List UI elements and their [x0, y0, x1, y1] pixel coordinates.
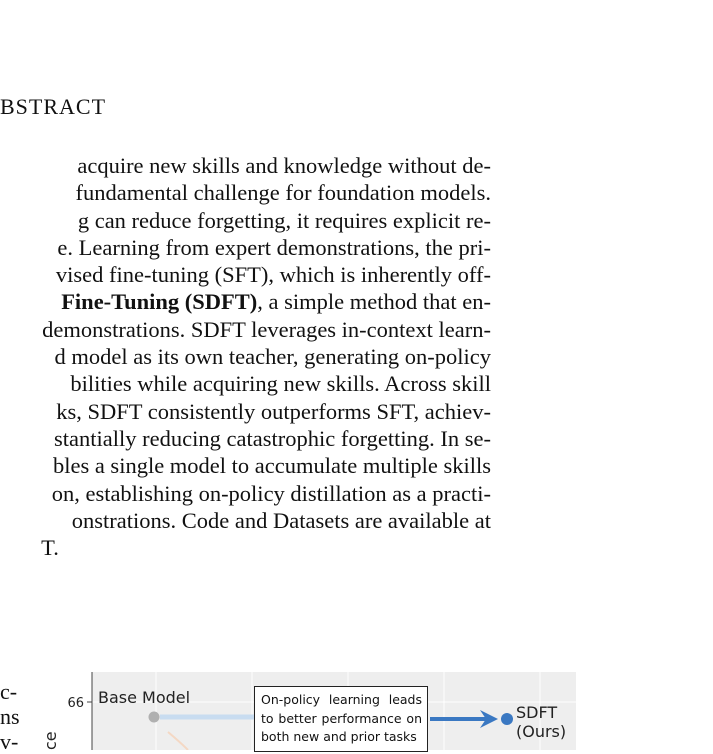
sdft-label: SDFT — [516, 703, 558, 722]
fragment-line: ns — [0, 704, 20, 729]
fragment-line: c- — [0, 679, 18, 704]
abstract-line: vised fine-tuning (SFT), which is inherently off- — [55, 262, 491, 288]
abstract-line: T. — [41, 535, 59, 561]
y-tick-label: 66 — [67, 696, 84, 711]
abstract-line: g can reduce forgetting, it requires explicit re- — [77, 207, 491, 233]
fragment-line: v- — [0, 729, 19, 754]
abstract-line: stantially reducing catastrophic forgetting. In se- — [54, 425, 491, 451]
base-model-point — [149, 712, 160, 723]
abstract-line: onstrations. Code and Datasets are available at — [71, 507, 491, 533]
method-name: Fine-Tuning (SDFT) — [61, 289, 258, 315]
sdft-label-suffix: (Ours) — [516, 722, 567, 741]
base-model-label: Base Model — [98, 688, 191, 707]
abstract-heading: BSTRACT — [0, 94, 107, 119]
y-axis-label: ce — [41, 731, 60, 750]
sdft-point — [501, 713, 513, 725]
abstract-line: d model as its own teacher, generating on-policy — [54, 344, 491, 370]
abstract-line: fundamental challenge for foundation models. — [75, 180, 491, 206]
abstract-line: acquire new skills and knowledge without de- — [77, 153, 491, 178]
left-column-fragment — [0, 679, 20, 754]
abstract-line: on, establishing on-policy distillation as a practi- — [51, 480, 491, 506]
abstract-line: ks, SDFT consistently outperforms SFT, achiev- — [56, 398, 491, 424]
abstract-line: demonstrations. SDFT leverages in-context learn- — [42, 316, 491, 342]
method-description: , a simple method that en- — [257, 289, 491, 315]
abstract-line: bilities while acquiring new skills. Across skill — [70, 371, 491, 397]
abstract-line-method — [42, 288, 491, 315]
abstract-line: bles a single model to accumulate multiple skills — [52, 453, 491, 479]
abstract-line: e. Learning from expert demonstrations, the pri- — [57, 234, 491, 260]
figure-callout: On-policy learning leads to better performance on both new and prior tasks — [254, 686, 428, 752]
abstract-body — [42, 152, 491, 561]
